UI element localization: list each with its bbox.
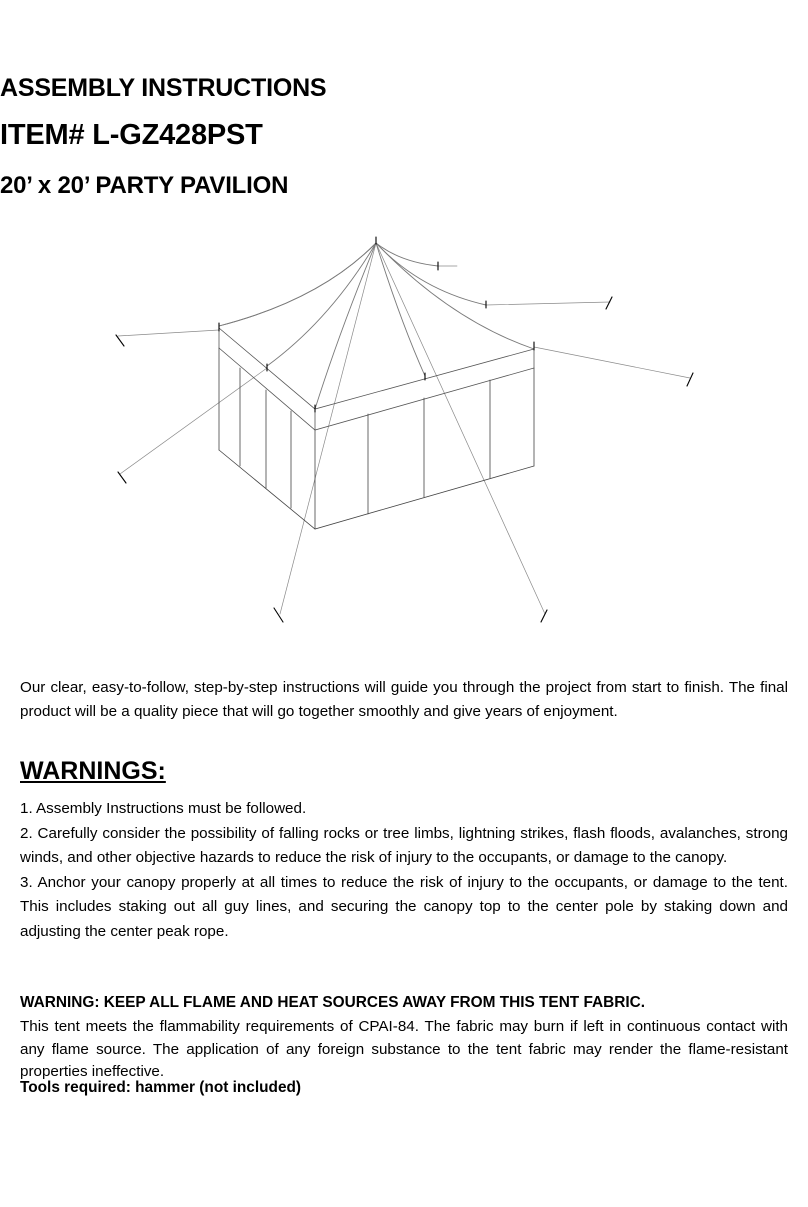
- warning-item: 1. Assembly Instructions must be followed.: [20, 800, 307, 817]
- warnings-heading: WARNINGS:: [20, 757, 166, 785]
- pavilion-illustration: [0, 225, 808, 645]
- stakes: [116, 237, 693, 622]
- warnings-list: [20, 797, 788, 944]
- document-title: ASSEMBLY INSTRUCTIONS: [0, 74, 327, 102]
- tools-required: Tools required: hammer (not included): [20, 1079, 302, 1096]
- roof-lines: [219, 243, 534, 409]
- guy-lines: [118, 243, 690, 614]
- item-number: ITEM# L-GZ428PST: [0, 119, 263, 151]
- intro-paragraph: Our clear, easy-to-follow, step-by-step instructions will guide you through the project from start to finish. The final product will be a quality piece that will go together smoothly and give years of enjoyment.: [20, 679, 788, 720]
- flame-warning-heading: WARNING: KEEP ALL FLAME AND HEAT SOURCES AWAY FROM THIS TENT FABRIC.: [20, 994, 646, 1011]
- warning-item: 2. Carefully consider the possibility of falling rocks or tree limbs, lightning strikes, flash floods, avalanches, strong winds, and other objective hazards to reduce the risk of injury to the occupants, or damage to the canopy.: [20, 824, 788, 866]
- flame-warning-body: This tent meets the flammability requirements of CPAI-84. The fabric may burn if left in continuous contact with any flame source. The application of any foreign substance to the tent fabric may render the flame-resistant properties ineffective.: [20, 1018, 788, 1080]
- warning-item: 3. Anchor your canopy properly at all times to reduce the risk of injury to the occupants, or damage to the tent. This includes staking out all guy lines, and securing the canopy top to the center pole by staking down and adjusting the center peak rope.: [20, 873, 788, 940]
- walls: [219, 348, 534, 529]
- product-name: 20’ x 20’ PARTY PAVILION: [0, 172, 289, 199]
